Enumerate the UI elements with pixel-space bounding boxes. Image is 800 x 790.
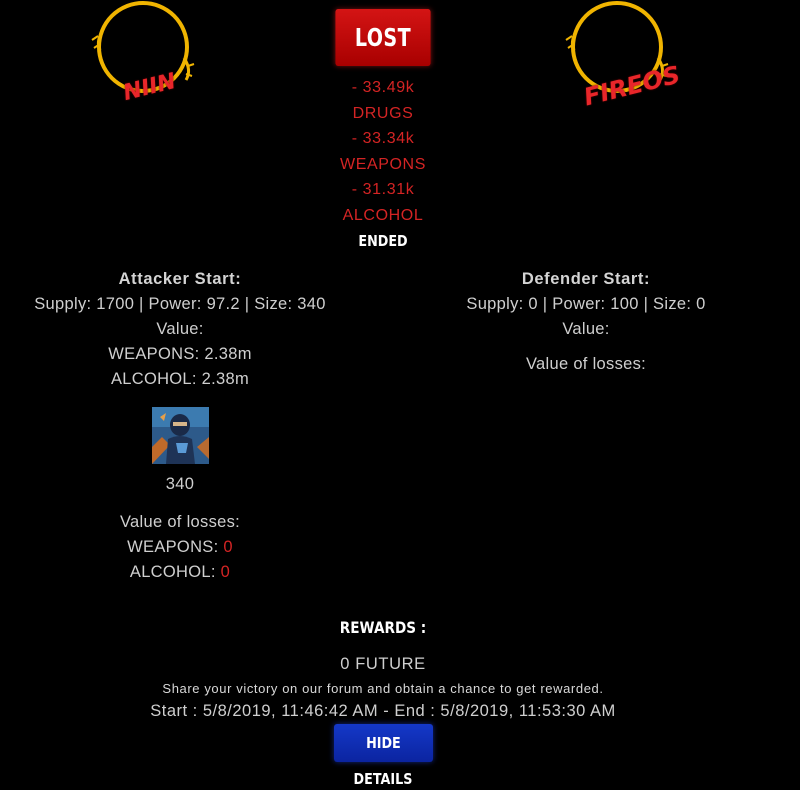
share-forum-text: Share your victory on our forum and obtain a chance to get rewarded.: [162, 681, 604, 696]
rewards-title: REWARDS :: [339, 618, 427, 637]
attacker-value-alcohol: ALCOHOL: 2.38m: [110, 370, 250, 388]
loss-resource-alcohol: ALCOHOL: [342, 206, 424, 224]
attacker-losses: [0, 510, 360, 585]
attacker-loss-alcohol: [0, 560, 360, 585]
loss-value: 0: [223, 538, 233, 556]
loss-resource-drugs: DRUGS: [352, 104, 414, 122]
defender-value-label: Value:: [562, 320, 610, 338]
loss-label: ALCOHOL:: [129, 563, 216, 581]
result-lost-button[interactable]: LOST: [335, 9, 430, 66]
attacker-panel: [0, 267, 360, 392]
ninja-unit-portrait[interactable]: [152, 407, 209, 464]
attacker-unit-count: 340: [165, 475, 195, 493]
loss-amount-alcohol: - 31.31k: [351, 181, 415, 198]
battle-timeline: Start : 5/8/2019, 11:46:42 AM - End : 5/8/2019, 11:53:30 AM: [150, 702, 616, 720]
defender-panel: [406, 267, 766, 377]
attacker-losses-panel: [0, 472, 360, 497]
loss-value: 0: [220, 563, 231, 581]
details-label[interactable]: DETAILS: [353, 770, 413, 788]
result-losses: [283, 75, 483, 228]
defender-name: FIREOS: [581, 60, 683, 112]
unit-portrait-image: [152, 407, 209, 464]
hide-button[interactable]: [334, 724, 433, 762]
battle-status: ENDED: [358, 232, 408, 250]
defender-stats: Supply: 0 | Power: 100 | Size: 0: [466, 295, 706, 313]
attacker-loss-weapons: [0, 535, 360, 560]
hide-button-label: HIDE: [366, 734, 401, 752]
loss-amount-weapons: - 33.34k: [351, 130, 415, 147]
loss-label: WEAPONS:: [127, 538, 219, 556]
rewards-amount: 0 FUTURE: [340, 655, 426, 673]
defender-start-title: Defender Start:: [521, 270, 651, 288]
attacker-value-label: Value:: [156, 320, 204, 338]
attacker-start-title: Attacker Start:: [118, 270, 242, 288]
defender-losses-label: Value of losses:: [525, 355, 647, 373]
loss-resource-weapons: WEAPONS: [340, 155, 426, 173]
attacker-losses-label: Value of losses:: [119, 513, 241, 531]
attacker-name: NIIN: [120, 68, 179, 107]
attacker-value-weapons: WEAPONS: 2.38m: [108, 345, 252, 363]
attacker-stats: Supply: 1700 | Power: 97.2 | Size: 340: [34, 295, 326, 313]
loss-amount-drugs: - 33.49k: [351, 79, 415, 96]
